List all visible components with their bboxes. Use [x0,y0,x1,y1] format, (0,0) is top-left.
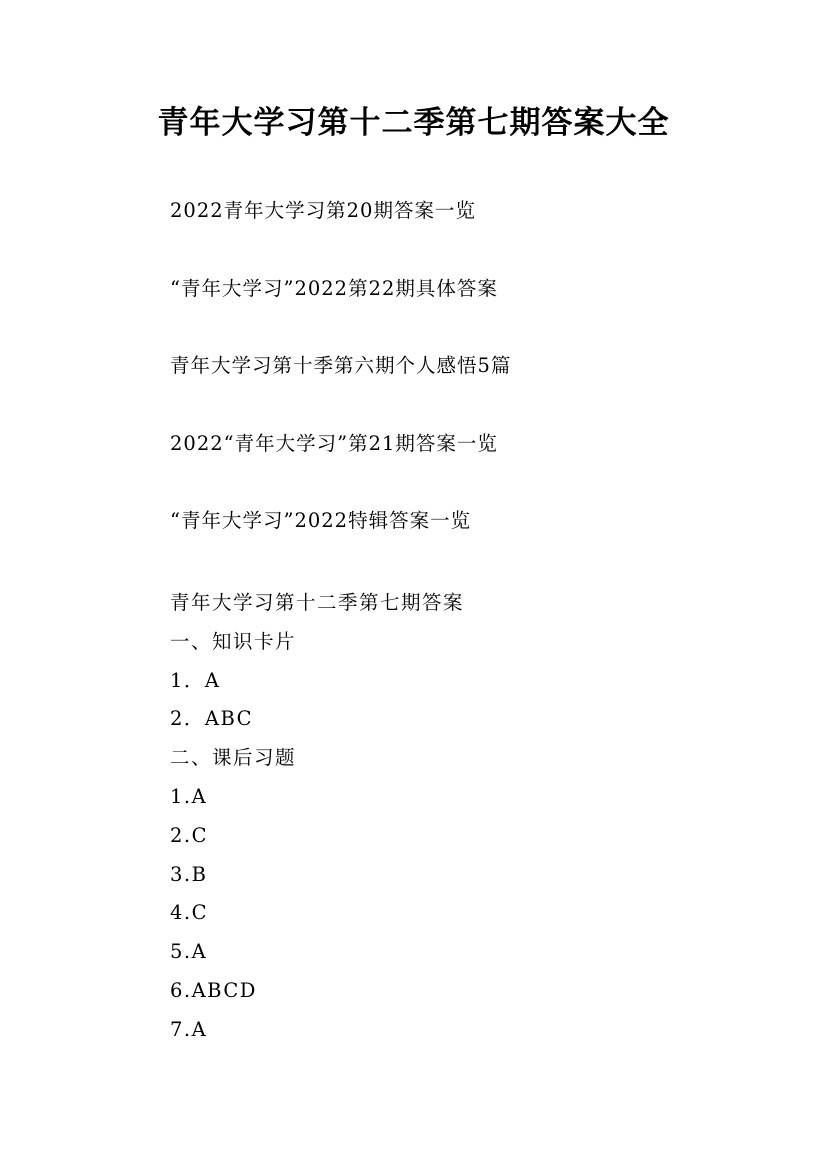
related-link-3[interactable]: 青年大学习第十季第六期个人感悟5篇 [170,354,512,377]
exercise-answer: 2.C [170,823,209,847]
related-link-2[interactable]: “青年大学习”2022第22期具体答案 [170,276,498,300]
section-knowledge-card-title: 一、知识卡片 [170,629,297,653]
exercise-answer: 3.B [170,862,208,886]
knowledge-card-answer: 2．ABC [170,707,254,731]
section-exercises-title: 二、课后习题 [170,746,297,770]
exercise-answer: 5.A [170,940,208,964]
exercise-answer: 6.ABCD [170,978,257,1002]
document-title: 青年大学习第十二季第七期答案大全 [157,105,670,141]
exercise-answer: 1.A [170,784,208,808]
related-link-1[interactable]: 2022青年大学习第20期答案一览 [170,199,476,222]
exercise-answer: 7.A [170,1017,208,1041]
exercise-answer: 4.C [170,901,209,925]
content-heading: 青年大学习第十二季第七期答案 [170,591,465,614]
related-link-4[interactable]: 2022“青年大学习”第21期答案一览 [170,431,498,455]
answer-content [170,584,770,1050]
related-links-list [170,195,770,583]
knowledge-card-answer: 1．A [170,668,221,692]
related-link-5[interactable]: “青年大学习”2022特辑答案一览 [170,509,472,532]
